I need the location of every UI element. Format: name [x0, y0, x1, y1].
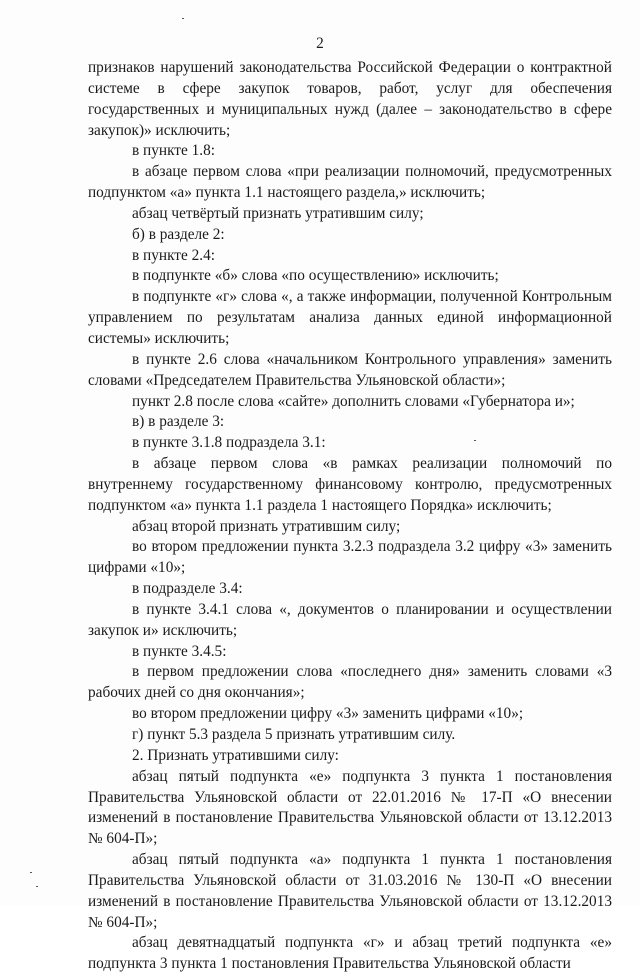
page-number: 2	[316, 35, 324, 52]
paragraph: абзац второй признать утратившим силу;	[132, 517, 401, 535]
paragraph: абзац четвёртый признать утратившим силу;	[132, 204, 424, 222]
paragraph: г) пункт 5.3 раздела 5 признать утратившим силу.	[132, 726, 456, 743]
paragraph: в пункте 2.6 слова «начальником Контрольного управления» заменить словами «Председателем Правительства Ульяновской области»;	[88, 350, 612, 389]
paragraph: б) в разделе 2:	[132, 225, 225, 243]
paragraph: в первом предложении слова «последнего дня» заменить словами «3 рабочих дней со дня окончания»;	[88, 663, 612, 702]
paragraph: в) в разделе 3:	[132, 413, 225, 431]
paragraph: в подпункте «б» слова «по осуществлению» исключить;	[132, 267, 499, 285]
scan-mark	[36, 886, 38, 887]
paragraph: абзац девятнадцатый подпункта «г» и абзац третий подпункта «е» подпункта 3 пункта 1 постановления Правительства Ульяновской области	[88, 934, 612, 973]
paragraph: 2. Признать утратившими силу:	[132, 746, 339, 764]
paragraph: в подразделе 3.4:	[132, 580, 243, 598]
paragraph: в пункте 3.4.5:	[132, 642, 227, 660]
paragraph: во втором предложении пункта 3.2.3 подраздела 3.2 цифру «3» заменить цифрами «10»;	[88, 538, 612, 577]
paragraph: в подпункте «г» слова «, а также информации, полученной Контрольным управлением по результатам анализа данных единой информационной системы» исключить;	[88, 288, 612, 347]
paragraph: пункт 2.8 после слова «сайте» дополнить словами «Губернатора и»;	[132, 392, 575, 410]
scan-mark	[30, 872, 32, 873]
paragraph: в пункте 1.8:	[132, 142, 215, 160]
paragraph: в пункте 3.1.8 подраздела 3.1:	[132, 434, 326, 452]
paragraph: абзац пятый подпункта «е» подпункта 3 пункта 1 постановления Правительства Ульяновской области от 22.01.2016 № 17-П «О внесении изменений в постановление Правительства Ульяновской области от 13.12.2013 № 604-П»;	[88, 767, 612, 848]
paragraph: абзац пятый подпункта «а» подпункта 1 пункта 1 постановления Правительства Ульяновской области от 31.03.2016 № 130-П «О внесении изменений в постановление Правительства Ульяновской области от 13.12.2013 № 604-П»;	[88, 851, 612, 931]
paragraph: в пункте 3.4.1 слова «, документов о планировании и осуществлении закупок и» исключить;	[88, 600, 612, 639]
paragraph: во втором предложении цифру «3» заменить цифрами «10»;	[132, 705, 524, 723]
paragraph: в абзаце первом слова «при реализации полномочий, предусмотренных подпунктом «а» пункта 1.1 настоящего раздела,» исключить;	[88, 163, 612, 202]
document-body	[88, 58, 612, 975]
paragraph: признаков нарушений законодательства Российской Федерации о контрактной системе в сфере закупок товаров, работ, услуг для обеспечения государственных и муниципальных нужд (далее – законодательство в сфере закупок)» исключить;	[88, 59, 612, 139]
paragraph: в абзаце первом слова «в рамках реализации полномочий по внутреннему государственному финансовому контролю, предусмотренных подпунктом «а» пункта 1.1 раздела 1 настоящего Порядка» исключить;	[88, 455, 612, 514]
paragraph: в пункте 2.4:	[132, 246, 215, 264]
scan-mark	[182, 18, 184, 19]
